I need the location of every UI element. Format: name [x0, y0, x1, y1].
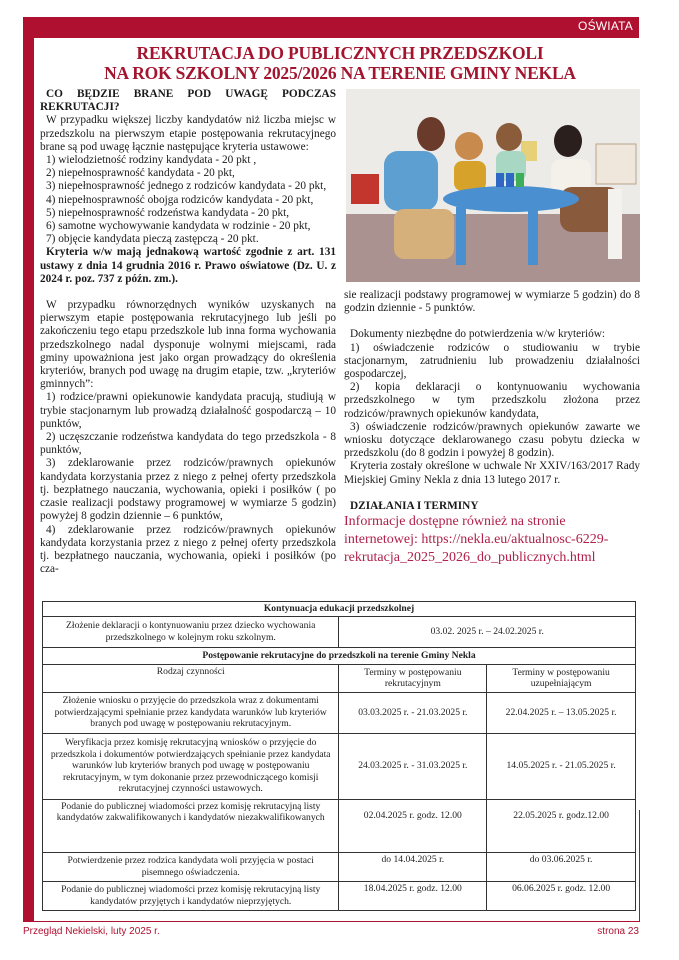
supplementary-date-cell: 22.05.2025 r. godz.12.00 [487, 799, 636, 852]
criteria-question: CO BĘDZIE BRANE POD UWAGĘ PODCZAS REKRUTACJI? [40, 88, 336, 114]
legal-note: Kryteria w/w mają jednakową wartość zgodnie z art. 131 ustawy z dnia 14 grudnia 2016 r. Prawo oświatowe (Dz. U. z 2024 r. poz. 737 z późn. zm.). [40, 246, 336, 285]
page-title [40, 43, 640, 83]
title-line-1: REKRUTACJA DO PUBLICZNYCH PRZEDSZKOLI [136, 43, 544, 63]
table-row [43, 881, 636, 910]
continuation-dates: 03.02. 2025 r. – 24.02.2025 r. [339, 616, 636, 647]
column-header: Terminy w postępowaniu uzupełniającym [487, 664, 636, 692]
activity-cell: Potwierdzenie przez rodzica kandydata woli przyjęcia w postaci pisemnego oświadczenia. [43, 852, 339, 881]
table-row [43, 799, 636, 852]
supplementary-date-cell: 14.05.2025 r. - 21.05.2025 r. [487, 733, 636, 799]
left-accent-bar [23, 17, 34, 922]
resolution-note: Kryteria zostały określone w uchwale Nr XXIV/163/2017 Rady Miejskiej Gminy Nekla z dnia 13 lutego 2017 r. [344, 460, 640, 486]
recruitment-date-cell: 03.03.2025 r. - 21.03.2025 r. [339, 692, 487, 733]
right-accent-rule [639, 810, 640, 922]
municipal-criterion-item: 1) rodzice/prawni opiekunowie kandydata pracują, studiują w trybie stacjonarnym lub prowadzą działalność gospodarczą – 10 punktów, [40, 391, 336, 430]
criterion-item: 4) niepełnosprawność obojga rodziców kandydata - 20 pkt, [46, 193, 314, 206]
intro-paragraph: W przypadku większej liczby kandydatów niż liczba miejsc w przedszkolu na pierwszym etapie postępowania rekrutacyjnego brane są pod uwagę łącznie następujące kryteria ustawowe: [40, 114, 336, 153]
supplementary-date-cell: 06.06.2025 r. godz. 12.00 [487, 881, 636, 910]
footer-page-number: strona 23 [597, 926, 639, 937]
section-header-bar [23, 17, 639, 38]
article-photo [346, 89, 640, 282]
document-item: 1) oświadczenie rodziców o studiowaniu w trybie stacjonarnym, zatrudnieniu lub prowadzeniu działalności gospodarczej, [344, 341, 640, 381]
supplementary-date-cell: do 03.06.2025 r. [487, 852, 636, 881]
criterion-item: 5) niepełnosprawność rodzeństwa kandydata - 20 pkt, [46, 206, 290, 219]
activity-cell: Podanie do publicznej wiadomości przez komisję rekrutacyjną listy kandydatów przyjętych i kandydatów nieprzyjętych. [43, 881, 339, 910]
section-title-recruitment: Postępowanie rekrutacyjne do przedszkoli na terenie Gminy Nekla [43, 647, 636, 664]
equal-results-paragraph: W przypadku równorzędnych wyników uzyskanych na pierwszym etapie postępowania rekrutacyjnego lub jeśli po zakończeniu tego etapu przedszkole lub inna forma wychowania przedszkolnego nadal dysponuje wolnymi miejscami, rada gminy upoważniona jest jako organ prowadzący do określenia kryteriów, branych pod uwagę na drugim etapie, tzw. „kryteriów gminnych”: [40, 299, 336, 391]
table-row [43, 733, 636, 799]
criterion-item: 1) wielodzietność rodziny kandydata - 20 pkt , [46, 154, 257, 167]
column-header: Terminy w postępowaniu rekrutacyjnym [339, 664, 487, 692]
schedule-table [42, 601, 636, 911]
continuation-paragraph: sie realizacji podstawy programowej w wymiarze 5 godzin) do 8 godzin dziennie - 5 punktów. [344, 289, 640, 315]
continuation-activity: Złożenie deklaracji o kontynuowaniu przez dziecko wychowania przedszkolnego w kolejnym roku szkolnym. [43, 616, 339, 647]
table-row [43, 852, 636, 881]
activity-cell: Podanie do publicznej wiadomości przez komisję rekrutacyjną listy kandydatów zakwalifikowanych i kandydatów niezakwalifikowanych [43, 799, 339, 852]
section-title-continuation: Kontynuacja edukacji przedszkolnej [43, 602, 636, 617]
document-item: 2) kopia deklaracji o kontynuowaniu wychowania przedszkolnego w tym przedszkolu złożona przez rodziców/prawnych opiekunów kandydata, [344, 381, 640, 420]
left-column [40, 88, 336, 576]
recruitment-date-cell: do 14.04.2025 r. [339, 852, 487, 881]
info-link[interactable]: Informacje dostępne również na stronie internetowej: https://nekla.eu/aktualnosc-6229-rekrutacja_2025_2026_do_publicznych.html [344, 514, 609, 566]
right-column [344, 289, 640, 567]
municipal-criterion-item: 3) zdeklarowanie przez rodziców/prawnych opiekunów kandydata korzystania przez z niego z pełnej oferty przedszkola tj. bezpłatnego nauczania, wychowania, opieki i posiłków ( po czasie realizacji podstawy programowej w wymiarze 5 godzin) powyżej 8 godzin dziennie – 6 punktów, [40, 457, 336, 523]
municipal-criterion-item: 4) zdeklarowanie przez rodziców/prawnych opiekunów kandydata korzystania przez z niego z pełnej oferty przedszkola tj. bezpłatnego nauczania, wychowania, opieki i posiłków (po cza- [40, 523, 336, 576]
criterion-item: 3) niepełnosprawność jednego z rodziców kandydata - 20 pkt, [46, 180, 327, 193]
criterion-item: 6) samotne wychowywanie kandydata w rodzinie - 20 pkt, [46, 220, 311, 233]
recruitment-date-cell: 18.04.2025 r. godz. 12.00 [339, 881, 487, 910]
recruitment-date-cell: 02.04.2025 r. godz. 12.00 [339, 799, 487, 852]
documents-heading: Dokumenty niezbędne do potwierdzenia w/w kryteriów: [350, 328, 606, 341]
activity-cell: Złożenie wniosku o przyjęcie do przedszkola wraz z dokumentami potwierdzającymi spełnianie przez kandydata warunków lub kryteriów branych pod uwagę w postępowaniu rekrutacyjnym. [43, 692, 339, 733]
section-label: OŚWIATA [578, 19, 633, 33]
municipal-criterion-item: 2) uczęszczanie rodzeństwa kandydata do tego przedszkola - 8 punktów, [40, 431, 336, 457]
supplementary-date-cell: 22.04.2025 r. – 13.05.2025 r. [487, 692, 636, 733]
criterion-item: 7) objęcie kandydata pieczą zastępczą - 20 pkt. [46, 233, 259, 246]
title-line-2: NA ROK SZKOLNY 2025/2026 NA TERENIE GMINY NEKLA [104, 63, 576, 83]
activity-cell: Weryfikacja przez komisję rekrutacyjną wniosków o przyjęcie do przedszkola i dokumentów potwierdzających spełnianie przez kandydata warunków lub kryteriów branych pod uwagę w postępowaniu rekrutacyjnym, w tym dokonanie przez przewodniczącego komisji rekrutacyjnej czynności ustawowych. [43, 733, 339, 799]
column-header: Rodzaj czynności [43, 664, 339, 692]
footer-rule [23, 921, 640, 922]
table-row [43, 692, 636, 733]
recruitment-date-cell: 24.03.2025 r. - 31.03.2025 r. [339, 733, 487, 799]
criterion-item: 2) niepełnosprawność kandydata - 20 pkt, [46, 167, 235, 180]
footer-publication: Przegląd Nekielski, luty 2025 r. [23, 926, 160, 937]
children-at-table-illustration [346, 89, 640, 282]
document-item: 3) oświadczenie rodziców/prawnych opiekunów zawarte we wniosku dotyczące deklarowanego czasu pobytu dziecka w przedszkolu (do 8 godzin i powyżej 8 godzin). [344, 420, 640, 460]
actions-heading: DZIAŁANIA I TERMINY [350, 499, 479, 512]
